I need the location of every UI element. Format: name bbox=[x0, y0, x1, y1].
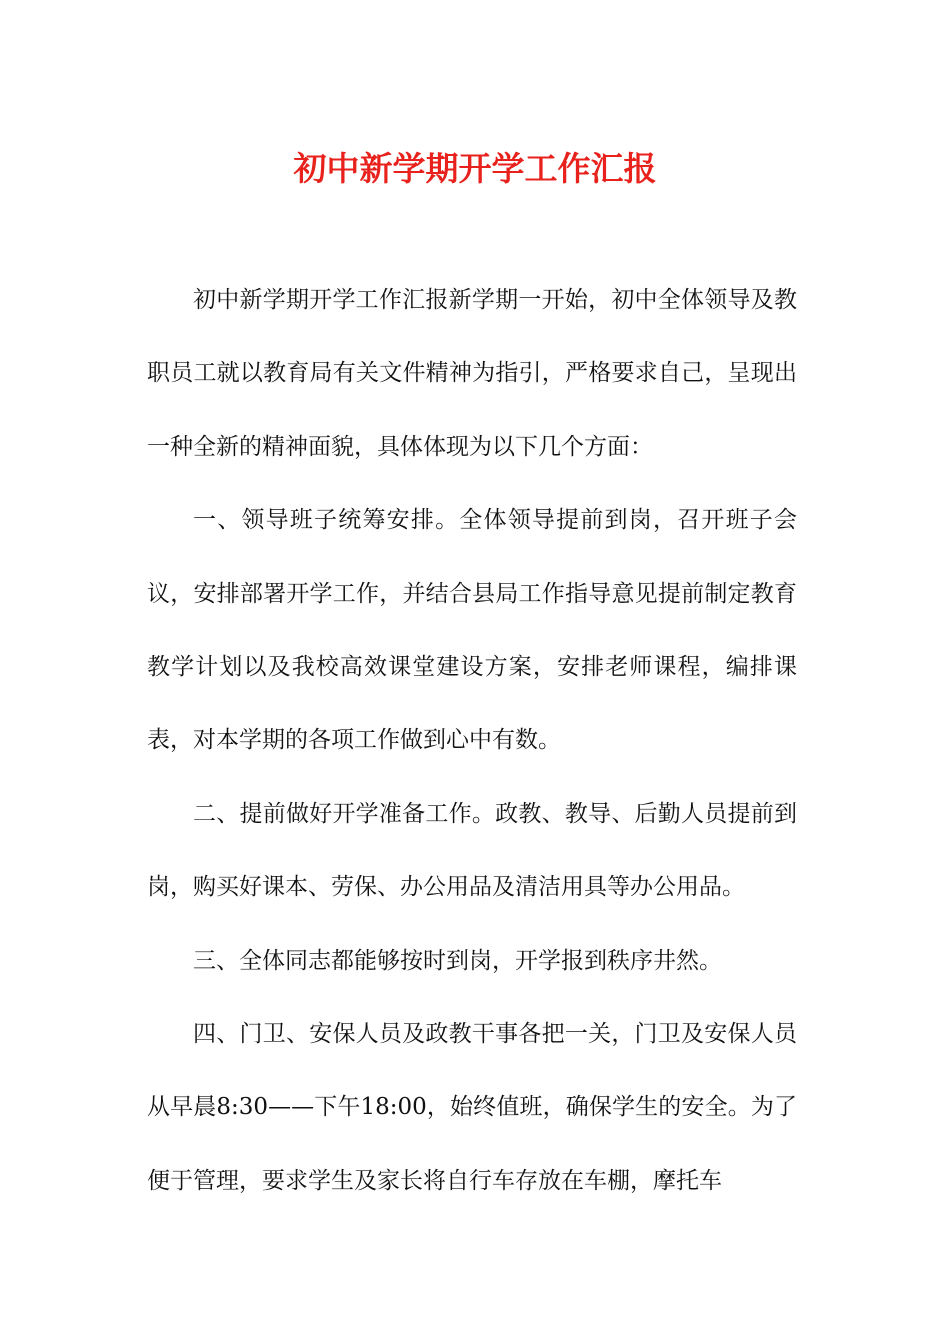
document-title: 初中新学期开学工作汇报 bbox=[293, 149, 657, 188]
paragraph-security: 四、门卫、安保人员及政教干事各把一关，门卫及安保人员从早晨8:30——下午18:00，始终值班，确保学生的安全。为了便于管理，要求学生及家长将自行车存放在车棚，摩托车 bbox=[147, 1021, 797, 1194]
paragraph-attendance: 三、全体同志都能够按时到岗，开学报到秩序井然。 bbox=[193, 947, 722, 974]
document-body bbox=[147, 264, 797, 1218]
paragraph-intro: 初中新学期开学工作汇报新学期一开始，初中全体领导及教职员工就以教育局有关文件精神为指引，严格要求自己，呈现出一种全新的精神面貌，具体体现为以下几个方面： bbox=[147, 287, 797, 460]
paragraph-leadership: 一、领导班子统筹安排。全体领导提前到岗，召开班子会议，安排部署开学工作，并结合县局工作指导意见提前制定教育教学计划以及我校高效课堂建设方案，安排老师课程，编排课表，对本学期的各项工作做到心中有数。 bbox=[147, 507, 797, 754]
paragraph-preparation: 二、提前做好开学准备工作。政教、教导、后勤人员提前到岗，购买好课本、劳保、办公用品及清洁用具等办公用品。 bbox=[147, 800, 797, 901]
